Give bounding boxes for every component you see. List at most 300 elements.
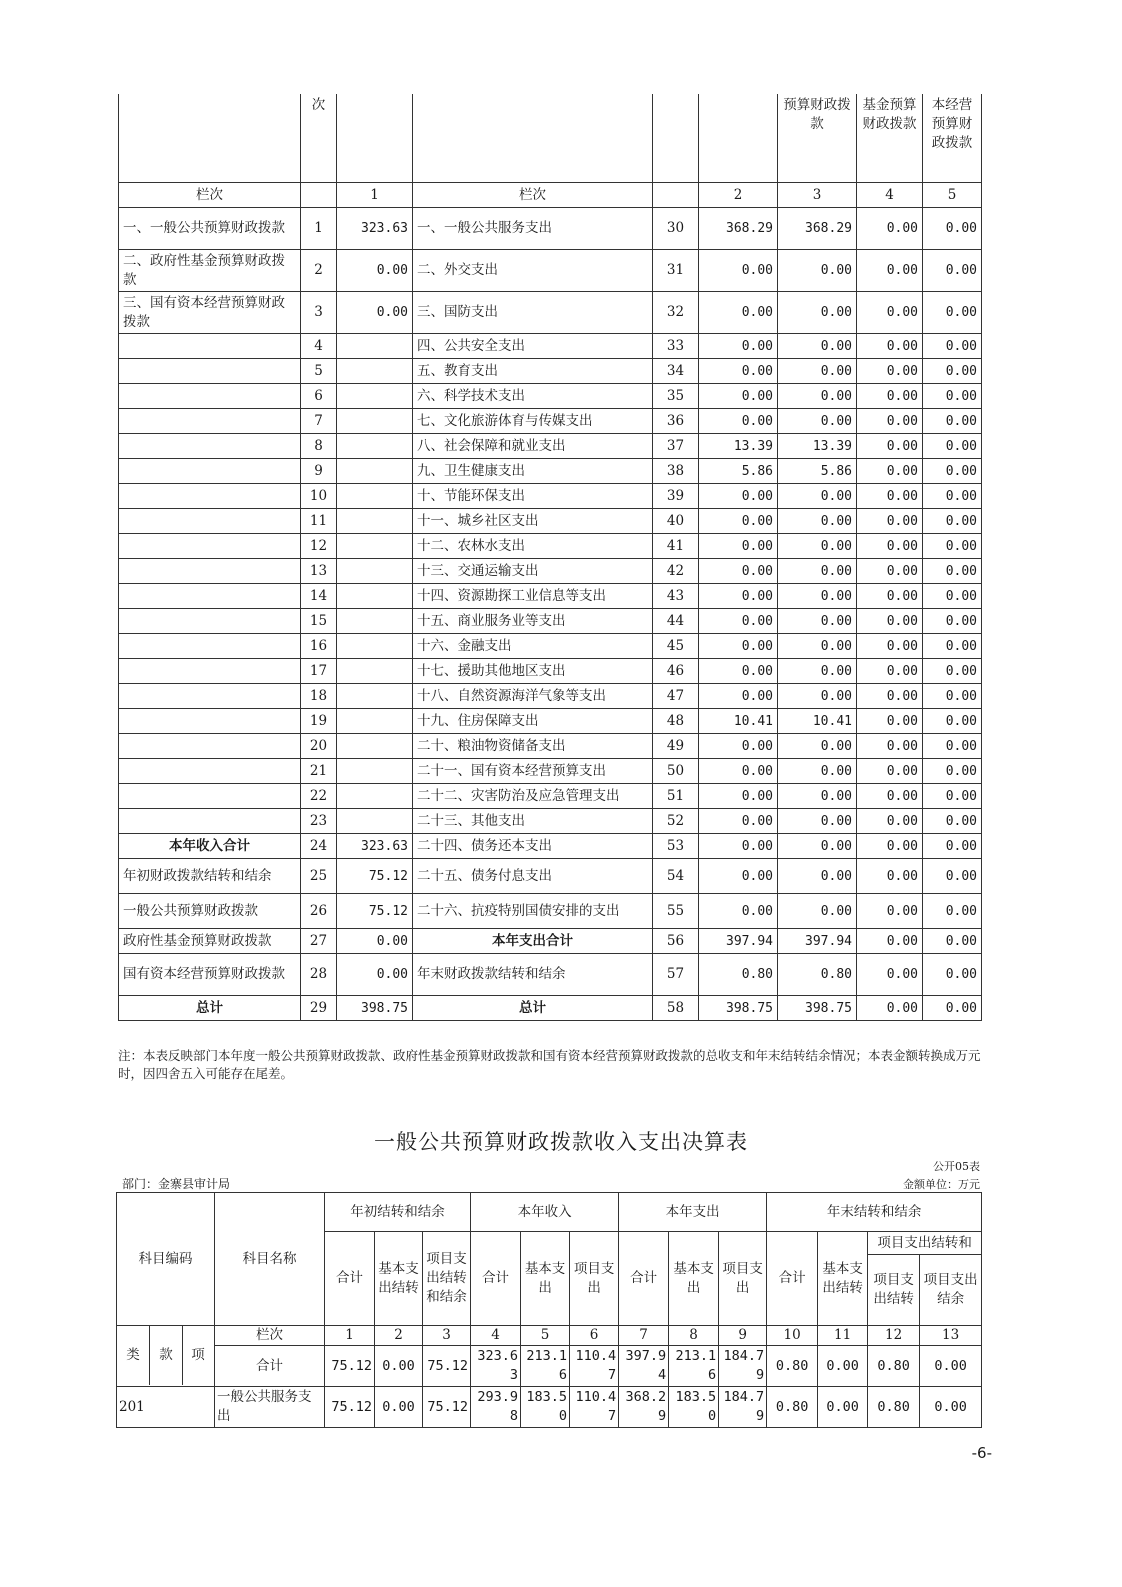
- income-line-no: 1: [301, 208, 337, 250]
- lanci-num: 2: [375, 1326, 423, 1346]
- value-cell: 368.29: [619, 1387, 669, 1428]
- expense-label: 二十一、国有资本经营预算支出: [413, 759, 653, 784]
- t2-lanci-label: 栏次: [215, 1326, 325, 1346]
- expense-total: 0.00: [699, 584, 778, 609]
- fund-budget-amount: 0.00: [857, 634, 923, 659]
- table-row: [119, 759, 982, 784]
- capital-budget-amount: 0.00: [923, 954, 982, 996]
- general-budget-amount: 0.00: [778, 484, 857, 509]
- expense-line-no: 46: [653, 659, 699, 684]
- hcol-7: 合计: [619, 1232, 669, 1326]
- capital-budget-amount: 0.00: [923, 434, 982, 459]
- expense-label: 本年支出合计: [413, 929, 653, 954]
- expense-label: 二、外交支出: [413, 250, 653, 292]
- income-amount: 75.12: [337, 894, 413, 929]
- general-budget-amount: 397.94: [778, 929, 857, 954]
- lanci-num: 1: [325, 1326, 375, 1346]
- income-label: [119, 584, 301, 609]
- table-row: [119, 609, 982, 634]
- hcol-9: 项目支出: [719, 1232, 767, 1326]
- expense-label: 五、教育支出: [413, 359, 653, 384]
- income-label: [119, 734, 301, 759]
- general-budget-amount: 0.00: [778, 534, 857, 559]
- value-cell: 213.16: [521, 1346, 570, 1387]
- expense-total: 0.00: [699, 484, 778, 509]
- expense-line-no: 39: [653, 484, 699, 509]
- general-budget-amount: 398.75: [778, 996, 857, 1021]
- income-label: 年初财政拨款结转和结余: [119, 859, 301, 894]
- capital-budget-amount: 0.00: [923, 894, 982, 929]
- lanci-3: 3: [778, 183, 857, 208]
- expense-label: 十九、住房保障支出: [413, 709, 653, 734]
- fund-budget-amount: 0.00: [857, 208, 923, 250]
- value-cell: 0.00: [375, 1346, 423, 1387]
- expense-label: 二十六、抗疫特别国债安排的支出: [413, 894, 653, 929]
- page-number: -6-: [971, 1444, 992, 1462]
- income-line-no: 5: [301, 359, 337, 384]
- lanci-num: 12: [868, 1326, 920, 1346]
- income-line-no: 23: [301, 809, 337, 834]
- table-row: [119, 584, 982, 609]
- public-form-number: 公开05表: [933, 1160, 980, 1173]
- general-budget-amount: 0.00: [778, 509, 857, 534]
- expense-label: 总计: [413, 996, 653, 1021]
- value-cell: 183.50: [521, 1387, 570, 1428]
- table-row: [119, 734, 982, 759]
- value-cell: 0.80: [868, 1346, 920, 1387]
- table-row: [119, 809, 982, 834]
- expense-line-no: 58: [653, 996, 699, 1021]
- table-row: [119, 434, 982, 459]
- hcol-8: 基本支出: [669, 1232, 719, 1326]
- general-budget-amount: 0.00: [778, 859, 857, 894]
- table-row: [119, 534, 982, 559]
- hcol-2: 基本支出结转: [375, 1232, 423, 1326]
- value-cell: 0.80: [767, 1346, 818, 1387]
- expense-label: 三、国防支出: [413, 292, 653, 334]
- table1-header-row: [119, 94, 982, 183]
- fund-budget-amount: 0.00: [857, 809, 923, 834]
- expense-total: 0.00: [699, 334, 778, 359]
- income-label: [119, 709, 301, 734]
- general-budget-amount: 0.00: [778, 809, 857, 834]
- lanci-4: 4: [857, 183, 923, 208]
- header-col3: 预算财政拨款: [778, 94, 857, 183]
- income-amount: [337, 709, 413, 734]
- expense-total: 10.41: [699, 709, 778, 734]
- table-row: [119, 250, 982, 292]
- expense-total: 0.00: [699, 509, 778, 534]
- income-amount: 323.63: [337, 208, 413, 250]
- fund-budget-amount: 0.00: [857, 484, 923, 509]
- income-amount: 75.12: [337, 859, 413, 894]
- fund-budget-amount: 0.00: [857, 684, 923, 709]
- expense-total: 0.00: [699, 609, 778, 634]
- header-ci: 次: [301, 94, 337, 183]
- income-amount: 0.00: [337, 292, 413, 334]
- income-amount: [337, 509, 413, 534]
- general-budget-amount: 0.00: [778, 894, 857, 929]
- lanci-num: 4: [471, 1326, 521, 1346]
- table-row: [117, 1346, 982, 1387]
- header-group-start: 年初结转和结余: [325, 1193, 471, 1232]
- expense-total: 0.00: [699, 559, 778, 584]
- expense-line-no: 40: [653, 509, 699, 534]
- header-name: 科目名称: [215, 1193, 325, 1326]
- expense-label: 一、一般公共服务支出: [413, 208, 653, 250]
- fund-budget-amount: 0.00: [857, 784, 923, 809]
- expense-line-no: 32: [653, 292, 699, 334]
- fund-budget-amount: 0.00: [857, 559, 923, 584]
- capital-budget-amount: 0.00: [923, 809, 982, 834]
- capital-budget-amount: 0.00: [923, 359, 982, 384]
- income-amount: [337, 409, 413, 434]
- fund-budget-amount: 0.00: [857, 292, 923, 334]
- income-line-no: 15: [301, 609, 337, 634]
- lanci-num: 6: [570, 1326, 619, 1346]
- income-label: [119, 684, 301, 709]
- income-line-no: 3: [301, 292, 337, 334]
- value-cell: 323.63: [471, 1346, 521, 1387]
- expense-label: 十七、援助其他地区支出: [413, 659, 653, 684]
- expense-line-no: 49: [653, 734, 699, 759]
- lanci-num: 7: [619, 1326, 669, 1346]
- lanci-5: 5: [923, 183, 982, 208]
- capital-budget-amount: 0.00: [923, 484, 982, 509]
- value-cell: 184.79: [719, 1387, 767, 1428]
- expense-line-no: 34: [653, 359, 699, 384]
- code-kuan-label: 款: [150, 1326, 183, 1385]
- capital-budget-amount: 0.00: [923, 334, 982, 359]
- income-label: 本年收入合计: [119, 834, 301, 859]
- fund-budget-amount: 0.00: [857, 759, 923, 784]
- capital-budget-amount: 0.00: [923, 534, 982, 559]
- expense-line-no: 41: [653, 534, 699, 559]
- value-cell: 0.00: [818, 1387, 868, 1428]
- table2-lanci-row: [117, 1326, 982, 1346]
- table1-lanci-row: [119, 183, 982, 208]
- value-cell: 184.79: [719, 1346, 767, 1387]
- income-line-no: 27: [301, 929, 337, 954]
- income-label: 二、政府性基金预算财政拨款: [119, 250, 301, 292]
- income-amount: [337, 634, 413, 659]
- table-row: [119, 559, 982, 584]
- income-label: [119, 659, 301, 684]
- value-cell: 0.00: [818, 1346, 868, 1387]
- expense-line-no: 56: [653, 929, 699, 954]
- page-title: 一般公共预算财政拨款收入支出决算表: [374, 1130, 748, 1154]
- table2-header-row-1: [117, 1193, 982, 1232]
- expense-line-no: 44: [653, 609, 699, 634]
- header-code: 科目编码: [117, 1193, 215, 1326]
- general-budget-table: [116, 1192, 982, 1428]
- capital-budget-amount: 0.00: [923, 250, 982, 292]
- table-row: [119, 409, 982, 434]
- value-cell: 0.00: [375, 1387, 423, 1428]
- table-row: [119, 834, 982, 859]
- expense-total: 0.00: [699, 384, 778, 409]
- expense-label: 二十五、债务付息支出: [413, 859, 653, 894]
- expense-label: 二十三、其他支出: [413, 809, 653, 834]
- income-label: [119, 434, 301, 459]
- income-amount: [337, 584, 413, 609]
- table-row: [119, 859, 982, 894]
- income-line-no: 12: [301, 534, 337, 559]
- general-budget-amount: 0.00: [778, 834, 857, 859]
- expense-total: 5.86: [699, 459, 778, 484]
- lanci-num: 5: [521, 1326, 570, 1346]
- fund-budget-amount: 0.00: [857, 929, 923, 954]
- expense-total: 0.00: [699, 894, 778, 929]
- value-cell: 75.12: [423, 1346, 471, 1387]
- general-budget-amount: 0.00: [778, 250, 857, 292]
- capital-budget-amount: 0.00: [923, 784, 982, 809]
- expense-total: 398.75: [699, 996, 778, 1021]
- table-row: [119, 996, 982, 1021]
- income-amount: [337, 334, 413, 359]
- capital-budget-amount: 0.00: [923, 559, 982, 584]
- fund-budget-amount: 0.00: [857, 859, 923, 894]
- income-amount: [337, 534, 413, 559]
- amount-unit-label: 金额单位：万元: [903, 1178, 980, 1191]
- income-line-no: 8: [301, 434, 337, 459]
- income-amount: [337, 759, 413, 784]
- general-budget-amount: 0.00: [778, 759, 857, 784]
- expense-label: 二十、粮油物资储备支出: [413, 734, 653, 759]
- fund-budget-amount: 0.00: [857, 409, 923, 434]
- capital-budget-amount: 0.00: [923, 384, 982, 409]
- fund-budget-amount: 0.00: [857, 709, 923, 734]
- expense-line-no: 54: [653, 859, 699, 894]
- hcol-12: 项目支出结转: [868, 1255, 920, 1326]
- income-line-no: 22: [301, 784, 337, 809]
- expense-total: 368.29: [699, 208, 778, 250]
- capital-budget-amount: 0.00: [923, 584, 982, 609]
- header-col5: 本经营预算财政拨款: [923, 94, 982, 183]
- income-line-no: 28: [301, 954, 337, 996]
- fund-budget-amount: 0.00: [857, 996, 923, 1021]
- expense-line-no: 36: [653, 409, 699, 434]
- expense-total: 397.94: [699, 929, 778, 954]
- capital-budget-amount: 0.00: [923, 929, 982, 954]
- fund-budget-amount: 0.00: [857, 659, 923, 684]
- general-budget-amount: 368.29: [778, 208, 857, 250]
- table-row: [119, 784, 982, 809]
- income-line-no: 21: [301, 759, 337, 784]
- expense-label: 二十四、债务还本支出: [413, 834, 653, 859]
- general-budget-amount: 0.00: [778, 334, 857, 359]
- lanci-num: 9: [719, 1326, 767, 1346]
- expense-line-no: 52: [653, 809, 699, 834]
- fund-budget-amount: 0.00: [857, 734, 923, 759]
- income-label: 国有资本经营预算财政拨款: [119, 954, 301, 996]
- expense-label: 八、社会保障和就业支出: [413, 434, 653, 459]
- value-cell: 75.12: [423, 1387, 471, 1428]
- fund-budget-amount: 0.00: [857, 609, 923, 634]
- table-row: [119, 334, 982, 359]
- general-budget-amount: 5.86: [778, 459, 857, 484]
- income-amount: [337, 809, 413, 834]
- general-budget-amount: 0.00: [778, 292, 857, 334]
- expense-line-no: 47: [653, 684, 699, 709]
- expense-line-no: 35: [653, 384, 699, 409]
- table-row: [119, 292, 982, 334]
- expense-line-no: 31: [653, 250, 699, 292]
- expense-line-no: 37: [653, 434, 699, 459]
- income-amount: [337, 684, 413, 709]
- general-budget-amount: 0.00: [778, 609, 857, 634]
- hcol-4: 合计: [471, 1232, 521, 1326]
- income-label: [119, 784, 301, 809]
- lanci-num: 11: [818, 1326, 868, 1346]
- income-line-no: 6: [301, 384, 337, 409]
- income-amount: 0.00: [337, 954, 413, 996]
- income-line-no: 10: [301, 484, 337, 509]
- expense-line-no: 53: [653, 834, 699, 859]
- income-label: [119, 409, 301, 434]
- hcol-10: 合计: [767, 1232, 818, 1326]
- lanci-num: 8: [669, 1326, 719, 1346]
- income-amount: [337, 734, 413, 759]
- expense-total: 0.00: [699, 634, 778, 659]
- income-amount: 0.00: [337, 929, 413, 954]
- income-amount: [337, 434, 413, 459]
- income-amount: 323.63: [337, 834, 413, 859]
- income-label: [119, 809, 301, 834]
- income-label: 三、国有资本经营预算财政拨款: [119, 292, 301, 334]
- table-row: [119, 709, 982, 734]
- expense-label: 十、节能环保支出: [413, 484, 653, 509]
- income-amount: [337, 384, 413, 409]
- income-line-no: 20: [301, 734, 337, 759]
- header-col4: 基金预算财政拨款: [857, 94, 923, 183]
- income-line-no: 26: [301, 894, 337, 929]
- capital-budget-amount: 0.00: [923, 834, 982, 859]
- income-label: [119, 559, 301, 584]
- income-line-no: 25: [301, 859, 337, 894]
- lanci-1: 1: [337, 183, 413, 208]
- header-group-end: 年末结转和结余: [767, 1193, 982, 1232]
- general-budget-amount: 0.00: [778, 409, 857, 434]
- table-row: [119, 954, 982, 996]
- expense-label: 二十二、灾害防治及应急管理支出: [413, 784, 653, 809]
- hcol-11: 基本支出结转: [818, 1232, 868, 1326]
- income-label: [119, 609, 301, 634]
- general-budget-amount: 0.00: [778, 634, 857, 659]
- income-amount: 0.00: [337, 250, 413, 292]
- capital-budget-amount: 0.00: [923, 734, 982, 759]
- income-line-no: 18: [301, 684, 337, 709]
- row-name: 一般公共服务支出: [215, 1387, 325, 1428]
- expense-line-no: 55: [653, 894, 699, 929]
- lanci-num: 3: [423, 1326, 471, 1346]
- expense-total: 0.00: [699, 809, 778, 834]
- income-label: [119, 534, 301, 559]
- value-cell: 0.00: [920, 1387, 982, 1428]
- income-amount: [337, 359, 413, 384]
- table-row: [119, 634, 982, 659]
- general-budget-amount: 0.00: [778, 584, 857, 609]
- capital-budget-amount: 0.00: [923, 759, 982, 784]
- code-subheader: [117, 1326, 214, 1385]
- fiscal-summary-table: [118, 94, 982, 1021]
- expense-line-no: 57: [653, 954, 699, 996]
- income-line-no: 19: [301, 709, 337, 734]
- expense-total: 0.00: [699, 759, 778, 784]
- lanci-label-mid: 栏次: [413, 183, 653, 208]
- value-cell: 293.98: [471, 1387, 521, 1428]
- fund-budget-amount: 0.00: [857, 834, 923, 859]
- expense-label: 四、公共安全支出: [413, 334, 653, 359]
- expense-line-no: 43: [653, 584, 699, 609]
- header-group-income: 本年收入: [471, 1193, 619, 1232]
- general-budget-amount: 0.00: [778, 384, 857, 409]
- general-budget-amount: 10.41: [778, 709, 857, 734]
- code-lei-label: 类: [117, 1326, 150, 1385]
- fund-budget-amount: 0.00: [857, 359, 923, 384]
- expense-line-no: 38: [653, 459, 699, 484]
- table-row: [119, 894, 982, 929]
- income-line-no: 7: [301, 409, 337, 434]
- income-line-no: 11: [301, 509, 337, 534]
- expense-total: 0.00: [699, 659, 778, 684]
- header-group-expense: 本年支出: [619, 1193, 767, 1232]
- hcol-5: 基本支出: [521, 1232, 570, 1326]
- department-label: 部门：金寨县审计局: [122, 1177, 231, 1191]
- expense-total: 0.00: [699, 784, 778, 809]
- income-line-no: 4: [301, 334, 337, 359]
- income-amount: 398.75: [337, 996, 413, 1021]
- fund-budget-amount: 0.00: [857, 334, 923, 359]
- general-budget-amount: 0.00: [778, 559, 857, 584]
- income-label: [119, 634, 301, 659]
- general-budget-amount: 0.00: [778, 784, 857, 809]
- capital-budget-amount: 0.00: [923, 996, 982, 1021]
- fund-budget-amount: 0.00: [857, 434, 923, 459]
- expense-line-no: 42: [653, 559, 699, 584]
- table-row: [119, 359, 982, 384]
- lanci-label: 栏次: [119, 183, 301, 208]
- expense-label: 十四、资源勘探工业信息等支出: [413, 584, 653, 609]
- expense-total: 0.00: [699, 859, 778, 894]
- income-amount: [337, 484, 413, 509]
- expense-line-no: 51: [653, 784, 699, 809]
- expense-total: 0.00: [699, 684, 778, 709]
- expense-label: 十一、城乡社区支出: [413, 509, 653, 534]
- income-line-no: 16: [301, 634, 337, 659]
- lanci-2: 2: [699, 183, 778, 208]
- general-budget-amount: 0.00: [778, 684, 857, 709]
- general-budget-amount: 0.00: [778, 659, 857, 684]
- capital-budget-amount: 0.00: [923, 859, 982, 894]
- expense-total: 0.00: [699, 409, 778, 434]
- value-cell: 213.16: [669, 1346, 719, 1387]
- value-cell: 110.47: [570, 1346, 619, 1387]
- expense-label: 十三、交通运输支出: [413, 559, 653, 584]
- income-line-no: 29: [301, 996, 337, 1021]
- expense-label: 年末财政拨款结转和结余: [413, 954, 653, 996]
- expense-line-no: 33: [653, 334, 699, 359]
- header-proj-sub: 项目支出结转和: [868, 1232, 982, 1255]
- expense-total: 0.00: [699, 250, 778, 292]
- table-row: [119, 509, 982, 534]
- expense-total: 0.00: [699, 534, 778, 559]
- income-label: 政府性基金预算财政拨款: [119, 929, 301, 954]
- fund-budget-amount: 0.00: [857, 894, 923, 929]
- income-label: [119, 484, 301, 509]
- table-row: [119, 384, 982, 409]
- capital-budget-amount: 0.00: [923, 509, 982, 534]
